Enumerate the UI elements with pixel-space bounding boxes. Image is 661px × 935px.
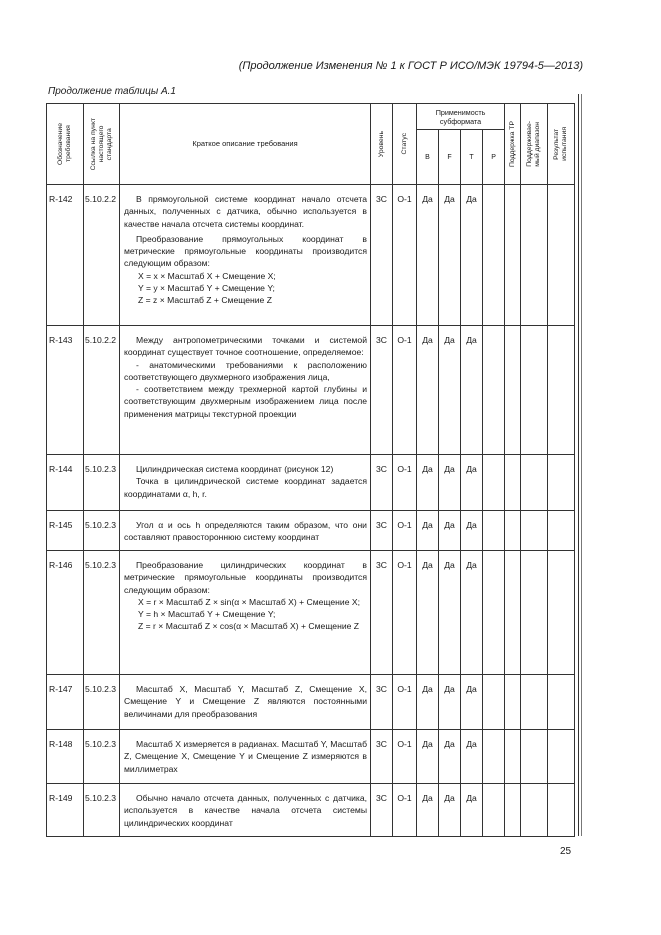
- col-header-sub-t: T: [461, 130, 483, 185]
- col-header-sub-b: B: [417, 130, 439, 185]
- requirement-level: 3C: [371, 784, 393, 837]
- table-row: [47, 675, 575, 730]
- table-row: [47, 326, 575, 455]
- requirement-description: Цилиндрическая система координат (рисунок 12) Точка в цилиндрической системе координат задается координатами α, h, r.: [120, 455, 371, 511]
- col-header-ref: Ссылка на пункт настоящего стандарта: [84, 104, 120, 185]
- sub-t-value: Да: [461, 730, 483, 784]
- sub-f-value: Да: [439, 511, 461, 551]
- requirement-status: O-1: [393, 326, 417, 455]
- requirement-level: 3C: [371, 551, 393, 675]
- requirement-description: Обычно начало отсчета данных, полученных с датчика, используется в качестве начала отсчета системы цилиндрических координат: [120, 784, 371, 837]
- sub-p-value: [483, 185, 505, 326]
- supported-range-cell: [521, 455, 548, 511]
- sub-p-value: [483, 784, 505, 837]
- margin-rule-thin: [581, 94, 582, 836]
- sub-b-value: Да: [417, 326, 439, 455]
- tr-support-cell: [505, 455, 521, 511]
- test-result-cell: [548, 784, 575, 837]
- requirement-ref: 5.10.2.3: [84, 551, 120, 675]
- requirement-description: Масштаб X измеряется в радианах. Масштаб Y, Масштаб Z, Смещение X, Смещение Y и Смещение Z измеряются в миллиметрах: [120, 730, 371, 784]
- requirement-status: O-1: [393, 551, 417, 675]
- sub-b-value: Да: [417, 730, 439, 784]
- sub-t-value: Да: [461, 326, 483, 455]
- sub-p-value: [483, 455, 505, 511]
- test-result-cell: [548, 511, 575, 551]
- requirement-status: O-1: [393, 730, 417, 784]
- sub-t-value: Да: [461, 784, 483, 837]
- table-row: [47, 551, 575, 675]
- sub-p-value: [483, 730, 505, 784]
- requirement-ref: 5.10.2.3: [84, 511, 120, 551]
- table-row: [47, 784, 575, 837]
- requirement-level: 3C: [371, 185, 393, 326]
- requirement-level: 3C: [371, 675, 393, 730]
- sub-t-value: Да: [461, 551, 483, 675]
- requirement-description: Масштаб X, Масштаб Y, Масштаб Z, Смещение X, Смещение Y и Смещение Z являются постоянными величинами для преобразования: [120, 675, 371, 730]
- sub-t-value: Да: [461, 185, 483, 326]
- requirement-ref: 5.10.2.2: [84, 326, 120, 455]
- requirement-level: 3C: [371, 511, 393, 551]
- sub-b-value: Да: [417, 675, 439, 730]
- requirement-id: R-146: [47, 551, 84, 675]
- requirement-id: R-142: [47, 185, 84, 326]
- test-result-cell: [548, 551, 575, 675]
- requirement-status: O-1: [393, 455, 417, 511]
- requirement-ref: 5.10.2.3: [84, 784, 120, 837]
- col-header-sub-f: F: [439, 130, 461, 185]
- table-caption: Продолжение таблицы А.1: [48, 86, 176, 97]
- tr-support-cell: [505, 185, 521, 326]
- tr-support-cell: [505, 675, 521, 730]
- sub-p-value: [483, 551, 505, 675]
- requirement-id: R-144: [47, 455, 84, 511]
- tr-support-cell: [505, 784, 521, 837]
- table-row: [47, 511, 575, 551]
- col-header-tr-support: Поддержка ТР: [505, 104, 521, 185]
- sub-b-value: Да: [417, 511, 439, 551]
- supported-range-cell: [521, 511, 548, 551]
- sub-t-value: Да: [461, 675, 483, 730]
- supported-range-cell: [521, 784, 548, 837]
- col-header-sub-p: P: [483, 130, 505, 185]
- sub-f-value: Да: [439, 730, 461, 784]
- requirement-description: Между антропометрическими точками и системой координат существует точное соотношение, определяемое: - анатомическими требованиями к расположению соответствующего двухмерного изображения лица, - соответствием между трехмерной картой глубины и соответствующим двухмерным изображением лица после применения матрицы текстурной проекции: [120, 326, 371, 455]
- requirement-ref: 5.10.2.3: [84, 730, 120, 784]
- test-result-cell: [548, 730, 575, 784]
- sub-t-value: Да: [461, 511, 483, 551]
- col-header-description: Краткое описание требования: [120, 104, 371, 185]
- tr-support-cell: [505, 551, 521, 675]
- col-header-id: Обозначение требования: [47, 104, 84, 185]
- table-row: [47, 455, 575, 511]
- sub-p-value: [483, 326, 505, 455]
- table-row: [47, 730, 575, 784]
- page-number: 25: [560, 846, 572, 857]
- requirement-ref: 5.10.2.3: [84, 675, 120, 730]
- requirement-ref: 5.10.2.3: [84, 455, 120, 511]
- test-result-cell: [548, 185, 575, 326]
- test-result-cell: [548, 326, 575, 455]
- supported-range-cell: [521, 675, 548, 730]
- col-header-test-result: Результат испытания: [548, 104, 575, 185]
- requirement-id: R-149: [47, 784, 84, 837]
- supported-range-cell: [521, 185, 548, 326]
- requirement-level: 3C: [371, 455, 393, 511]
- sub-b-value: Да: [417, 185, 439, 326]
- sub-p-value: [483, 675, 505, 730]
- tr-support-cell: [505, 730, 521, 784]
- requirement-level: 3C: [371, 730, 393, 784]
- col-header-status: Статус: [393, 104, 417, 185]
- sub-b-value: Да: [417, 784, 439, 837]
- sub-f-value: Да: [439, 551, 461, 675]
- sub-f-value: Да: [439, 784, 461, 837]
- col-header-applicability: Применимость субформата: [417, 104, 505, 130]
- test-result-cell: [548, 675, 575, 730]
- running-title: (Продолжение Изменения № 1 к ГОСТ Р ИСО/МЭК 19794-5—2013): [238, 60, 583, 72]
- sub-f-value: Да: [439, 455, 461, 511]
- sub-f-value: Да: [439, 675, 461, 730]
- table-row: [47, 185, 575, 326]
- requirement-status: O-1: [393, 511, 417, 551]
- sub-p-value: [483, 511, 505, 551]
- sub-f-value: Да: [439, 326, 461, 455]
- requirement-id: R-147: [47, 675, 84, 730]
- requirement-id: R-148: [47, 730, 84, 784]
- requirement-status: O-1: [393, 185, 417, 326]
- supported-range-cell: [521, 326, 548, 455]
- requirement-description: Преобразование цилиндрических координат в метрические прямоугольные координаты производится следующим образом: X = r × Масштаб Z × sin(α × Масштаб X) + Смещение X; Y = h × Масштаб Y + Смещение Y; Z = r × Масштаб Z × cos(α × Масштаб X) + Смещение Z: [120, 551, 371, 675]
- tr-support-cell: [505, 511, 521, 551]
- requirements-table: [46, 103, 575, 837]
- supported-range-cell: [521, 551, 548, 675]
- requirement-description: Угол α и ось h определяются таким образом, что они составляют правостороннюю систему координат: [120, 511, 371, 551]
- requirement-id: R-145: [47, 511, 84, 551]
- test-result-cell: [548, 455, 575, 511]
- sub-t-value: Да: [461, 455, 483, 511]
- requirement-status: O-1: [393, 784, 417, 837]
- col-header-level: Уровень: [371, 104, 393, 185]
- requirement-level: 3C: [371, 326, 393, 455]
- requirement-id: R-143: [47, 326, 84, 455]
- sub-f-value: Да: [439, 185, 461, 326]
- sub-b-value: Да: [417, 551, 439, 675]
- tr-support-cell: [505, 326, 521, 455]
- sub-b-value: Да: [417, 455, 439, 511]
- col-header-supported-range: Поддерживае- мый диапазон: [521, 104, 548, 185]
- supported-range-cell: [521, 730, 548, 784]
- requirement-status: O-1: [393, 675, 417, 730]
- margin-rule: [578, 94, 579, 836]
- requirement-description: В прямоугольной системе координат начало отсчета данных, полученных с датчика, обычно используется в качестве начала отсчета системы координат. Преобразование прямоугольных координат в метрические прямоугольные координаты производится следующим образом: X = x × Масштаб X + Смещение X; Y = y × Масштаб Y + Смещение Y; Z = z × Масштаб Z + Смещение Z: [120, 185, 371, 326]
- requirement-ref: 5.10.2.2: [84, 185, 120, 326]
